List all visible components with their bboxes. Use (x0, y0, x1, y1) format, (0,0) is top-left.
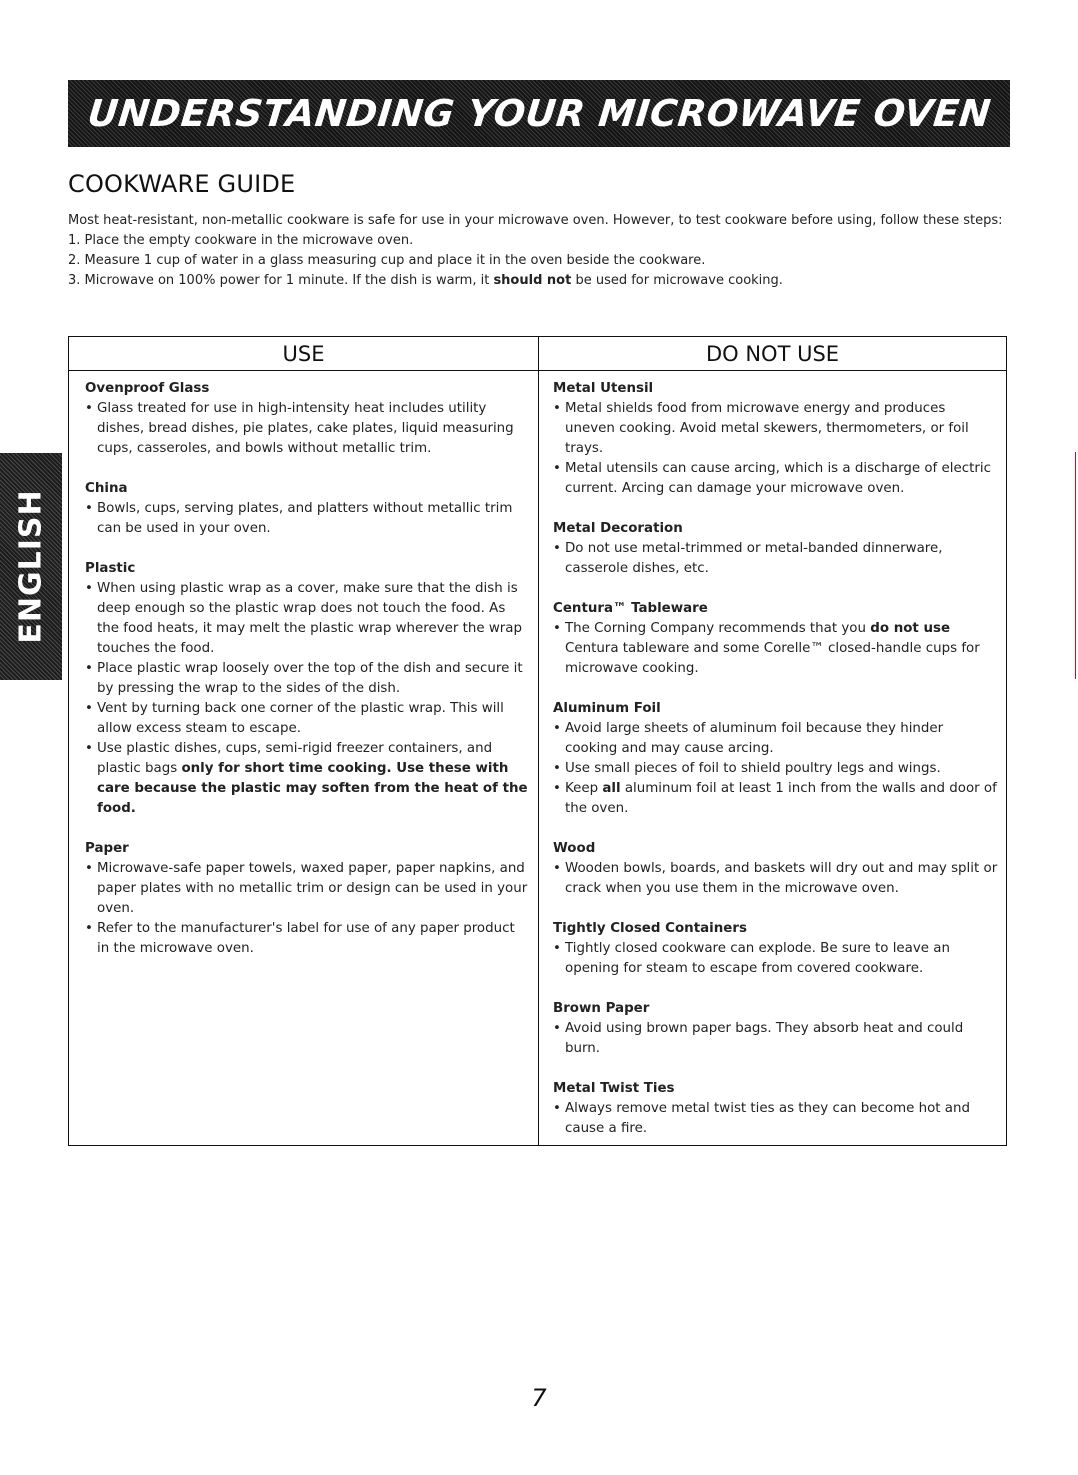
bullet-emphasis: do not use (870, 621, 951, 636)
intro-step-3-text: 3. Microwave on 100% power for 1 minute. If the dish is warm, it (68, 273, 494, 288)
bullet: • Use small pieces of foil to shield poultry legs and wings. (553, 759, 998, 779)
cookware-table (68, 336, 1007, 1146)
bullet: • Metal utensils can cause arcing, which is a discharge of electric current. Arcing can damage your microwave oven. (553, 459, 998, 499)
bullet: • Bowls, cups, serving plates, and platters without metallic trim can be used in your oven. (85, 499, 528, 539)
page-banner (68, 80, 1010, 147)
intro-step-3-emphasis: should not (493, 273, 572, 288)
page-number: 7 (531, 1384, 547, 1412)
bullet (553, 619, 998, 679)
bullet-tail: aluminum foil at least 1 inch from the walls and door of the oven. (565, 781, 997, 816)
bullet-list (553, 399, 998, 499)
banner-title: UNDERSTANDING YOUR MICROWAVE OVEN (85, 92, 993, 135)
use-item (85, 559, 528, 819)
bullet-list (553, 939, 998, 979)
bullet: • Microwave-safe paper towels, waxed paper, paper napkins, and paper plates with no metallic trim or design can be used in your oven. (85, 859, 528, 919)
bullet: • Metal shields food from microwave energy and produces uneven cooking. Avoid metal skewers, thermometers, or foil trays. (553, 399, 998, 459)
bullet-list (85, 859, 528, 959)
language-side-tab (0, 453, 62, 680)
do-not-use-column-header: DO NOT USE (539, 337, 1006, 371)
bullet-list (553, 1019, 998, 1059)
edge-line (1075, 452, 1076, 679)
do-not-use-column-body (539, 371, 1006, 1139)
bullet-list (553, 539, 998, 579)
bullet-list (553, 859, 998, 899)
intro-text (68, 211, 1003, 291)
intro-lead: Most heat-resistant, non-metallic cookware is safe for use in your microwave oven. However, to test cookware before using, follow these steps: (68, 213, 1003, 228)
do-not-use-item (553, 999, 998, 1059)
bullet: • Always remove metal twist ties as they can become hot and cause a fire. (553, 1099, 998, 1139)
do-not-use-item (553, 379, 998, 499)
bullet-text: Use plastic dishes, cups, semi-rigid freezer containers, and plastic bags (97, 741, 493, 776)
item-title: Centura™ Tableware (553, 601, 708, 616)
bullet: • Place plastic wrap loosely over the top of the dish and secure it by pressing the wrap to the sides of the dish. (85, 659, 528, 699)
bullet: • When using plastic wrap as a cover, make sure that the dish is deep enough so the plastic wrap does not touch the food. As the food heats, it may melt the plastic wrap wherever the wrap touches the food. (85, 579, 528, 659)
use-item (85, 839, 528, 959)
bullet: • Glass treated for use in high-intensity heat includes utility dishes, bread dishes, pie plates, cake plates, liquid measuring cups, casseroles, and bowls without metallic trim. (85, 399, 528, 459)
use-column (69, 337, 539, 1145)
bullet-list (85, 579, 528, 819)
bullet: • Avoid large sheets of aluminum foil because they hinder cooking and may cause arcing. (553, 719, 998, 759)
bullet-text: The Corning Company recommends that you (565, 621, 871, 636)
do-not-use-item (553, 599, 998, 679)
use-item (85, 379, 528, 459)
use-item (85, 479, 528, 539)
bullet-list (553, 719, 998, 819)
bullet-emphasis: all (602, 781, 621, 796)
item-title: Tightly Closed Containers (553, 921, 747, 936)
item-title: Metal Twist Ties (553, 1081, 675, 1096)
bullet-text: Keep (565, 781, 603, 796)
bullet-emphasis: only for short time cooking. Use these with care because the plastic may soften from the heat of the food. (97, 761, 528, 816)
bullet: • Wooden bowls, boards, and baskets will dry out and may split or crack when you use them in the microwave oven. (553, 859, 998, 899)
bullet: • Avoid using brown paper bags. They absorb heat and could burn. (553, 1019, 998, 1059)
use-column-body (69, 371, 538, 959)
bullet: • Refer to the manufacturer's label for use of any paper product in the microwave oven. (85, 919, 528, 959)
item-title: Brown Paper (553, 1001, 650, 1016)
bullet-list (553, 619, 998, 679)
bullet (85, 739, 528, 819)
language-label: ENGLISH (13, 489, 49, 644)
bullet: • Vent by turning back one corner of the plastic wrap. This will allow excess steam to escape. (85, 699, 528, 739)
intro-step-3 (68, 271, 1003, 291)
do-not-use-item (553, 519, 998, 579)
item-title: Metal Utensil (553, 381, 654, 396)
use-column-header: USE (69, 337, 538, 371)
item-title: Aluminum Foil (553, 701, 661, 716)
bullet: • Tightly closed cookware can explode. Be sure to leave an opening for steam to escape from covered cookware. (553, 939, 998, 979)
do-not-use-column (539, 337, 1006, 1145)
bullet-list (553, 1099, 998, 1139)
item-title: Metal Decoration (553, 521, 683, 536)
section-title: COOKWARE GUIDE (68, 170, 296, 198)
bullet-list (85, 499, 528, 539)
do-not-use-item (553, 919, 998, 979)
item-title: China (85, 481, 128, 496)
item-title: Ovenproof Glass (85, 381, 210, 396)
bullet (553, 779, 998, 819)
bullet: • Do not use metal-trimmed or metal-banded dinnerware, casserole dishes, etc. (553, 539, 998, 579)
bullet-list (85, 399, 528, 459)
bullet-tail: Centura tableware and some Corelle™ closed-handle cups for microwave cooking. (565, 641, 980, 676)
item-title: Wood (553, 841, 596, 856)
intro-step-1: 1. Place the empty cookware in the microwave oven. (68, 233, 414, 248)
item-title: Paper (85, 841, 129, 856)
intro-step-2: 2. Measure 1 cup of water in a glass measuring cup and place it in the oven beside the cookware. (68, 253, 706, 268)
item-title: Plastic (85, 561, 136, 576)
intro-step-3-tail: be used for microwave cooking. (571, 273, 783, 288)
do-not-use-item (553, 839, 998, 899)
do-not-use-item (553, 699, 998, 819)
do-not-use-item (553, 1079, 998, 1139)
